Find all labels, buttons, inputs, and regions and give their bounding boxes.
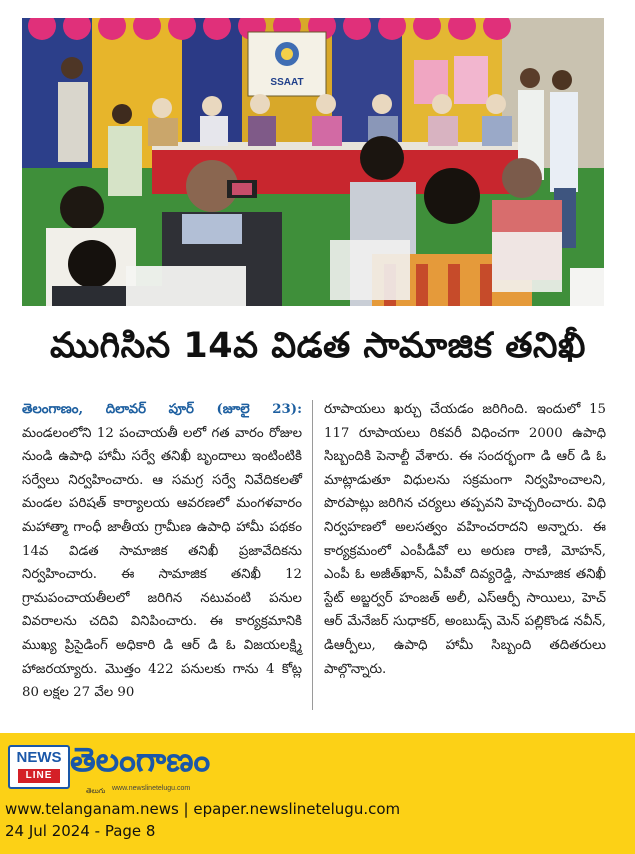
article-dateline: తెలంగాణం, దిలావర్ పూర్ (జూలై 23): <box>22 402 302 417</box>
article-column-right <box>324 398 606 681</box>
footer-links[interactable]: www.telanganam.news | epaper.newslinetelugu.com <box>5 800 401 818</box>
logo-news-text: NEWS <box>16 749 62 766</box>
ssaat-banner <box>248 32 326 96</box>
brand-small-label: తెలుగు <box>86 787 106 795</box>
logo-line-text: LINE <box>18 769 60 783</box>
article-text-left: మండలంలోని 12 పంచాయతీ లలో గత వారం రోజుల నుండి ఉపాధి హామీ సర్వే తనిఖీ బృందాలు ఇంటింటికి సర్వేలు నిర్వహించారు. ఆ సమగ్ర సర్వే నివేదికలతో మండల పరిషత్ కార్యాలయ ఆవరణలో మంగళవారం మహాత్మా గాంధీ జాతీయ గ్రామీణ ఉపాధి హామీ పథకం 14వ విడత సామాజిక తనిఖీ ప్రజావేదికను నిర్వహించారు. ఈ సామాజిక తనిఖీ 12 గ్రామపంచాయతీలలో జరిగిన నటువంటి పనుల వివరాలను చదివి వినిపించారు. ఈ కార్యక్రమానికి ముఖ్య ప్రిసైడింగ్ అధికారి డి ఆర్ డి ఓ విజయలక్ష్మి హాజరయ్యారు. మొత్తం 422 పనులకు గాను 4 కోట్ల 80 లక్షల 27 వేల 90 <box>22 425 302 701</box>
newsline-logo <box>8 745 70 789</box>
brand-website: www.newslinetelugu.com <box>112 785 191 792</box>
footer-date-page: 24 Jul 2024 - Page 8 <box>5 822 156 840</box>
article-headline: ముగిసిన 14వ విడత సామాజిక తనిఖీ <box>50 326 586 366</box>
article-text-right: రూపాయలు ఖర్చు చేయడం జరిగింది. ఇందులో 15 117 రూపాయలు రికవరీ విధించగా 2000 ఉపాధి సిబ్బందికి పెనాల్టీ వేశారు. ఈ సందర్భంగా డి ఆర్ డి ఓ మాట్లాడుతూ విధులను సక్రమంగా నిర్వహించాలని, పొరపాట్లు జరిగిన చర్యలు తప్పవని హెచ్చరించారు. విధి నిర్వహణలో అలసత్వం వహించరాదని అన్నారు. ఈ కార్యక్రమంలో ఎంపీడీవో లు అరుణ రాణి, మోహన్, ఎంపీ ఓ అజీత్‌ఖాన్, ఏపీవో దివ్యరెడ్డి, సామాజిక తనిఖీ స్టేట్ అబ్జర్వర్ హంజత్ అలీ, ఎస్ఆర్పీ సాయిలు, హెచ్ ఆర్ మేనేజర్ సుధాకర్, అంబుడ్స్ మెన్ పల్లికొండ నవీన్, డిఆర్పీలు, ఉపాధి హామీ సిబ్బంది తదితరులు పాల్గొన్నారు. <box>324 402 606 677</box>
meeting-photo-illustration <box>22 18 604 306</box>
article-column-left <box>22 398 302 705</box>
article-photo <box>22 18 604 306</box>
svg-text:SSAAT: SSAAT <box>270 77 304 88</box>
column-divider <box>312 400 313 710</box>
telanganam-brand: తెలంగాణం <box>70 740 211 779</box>
